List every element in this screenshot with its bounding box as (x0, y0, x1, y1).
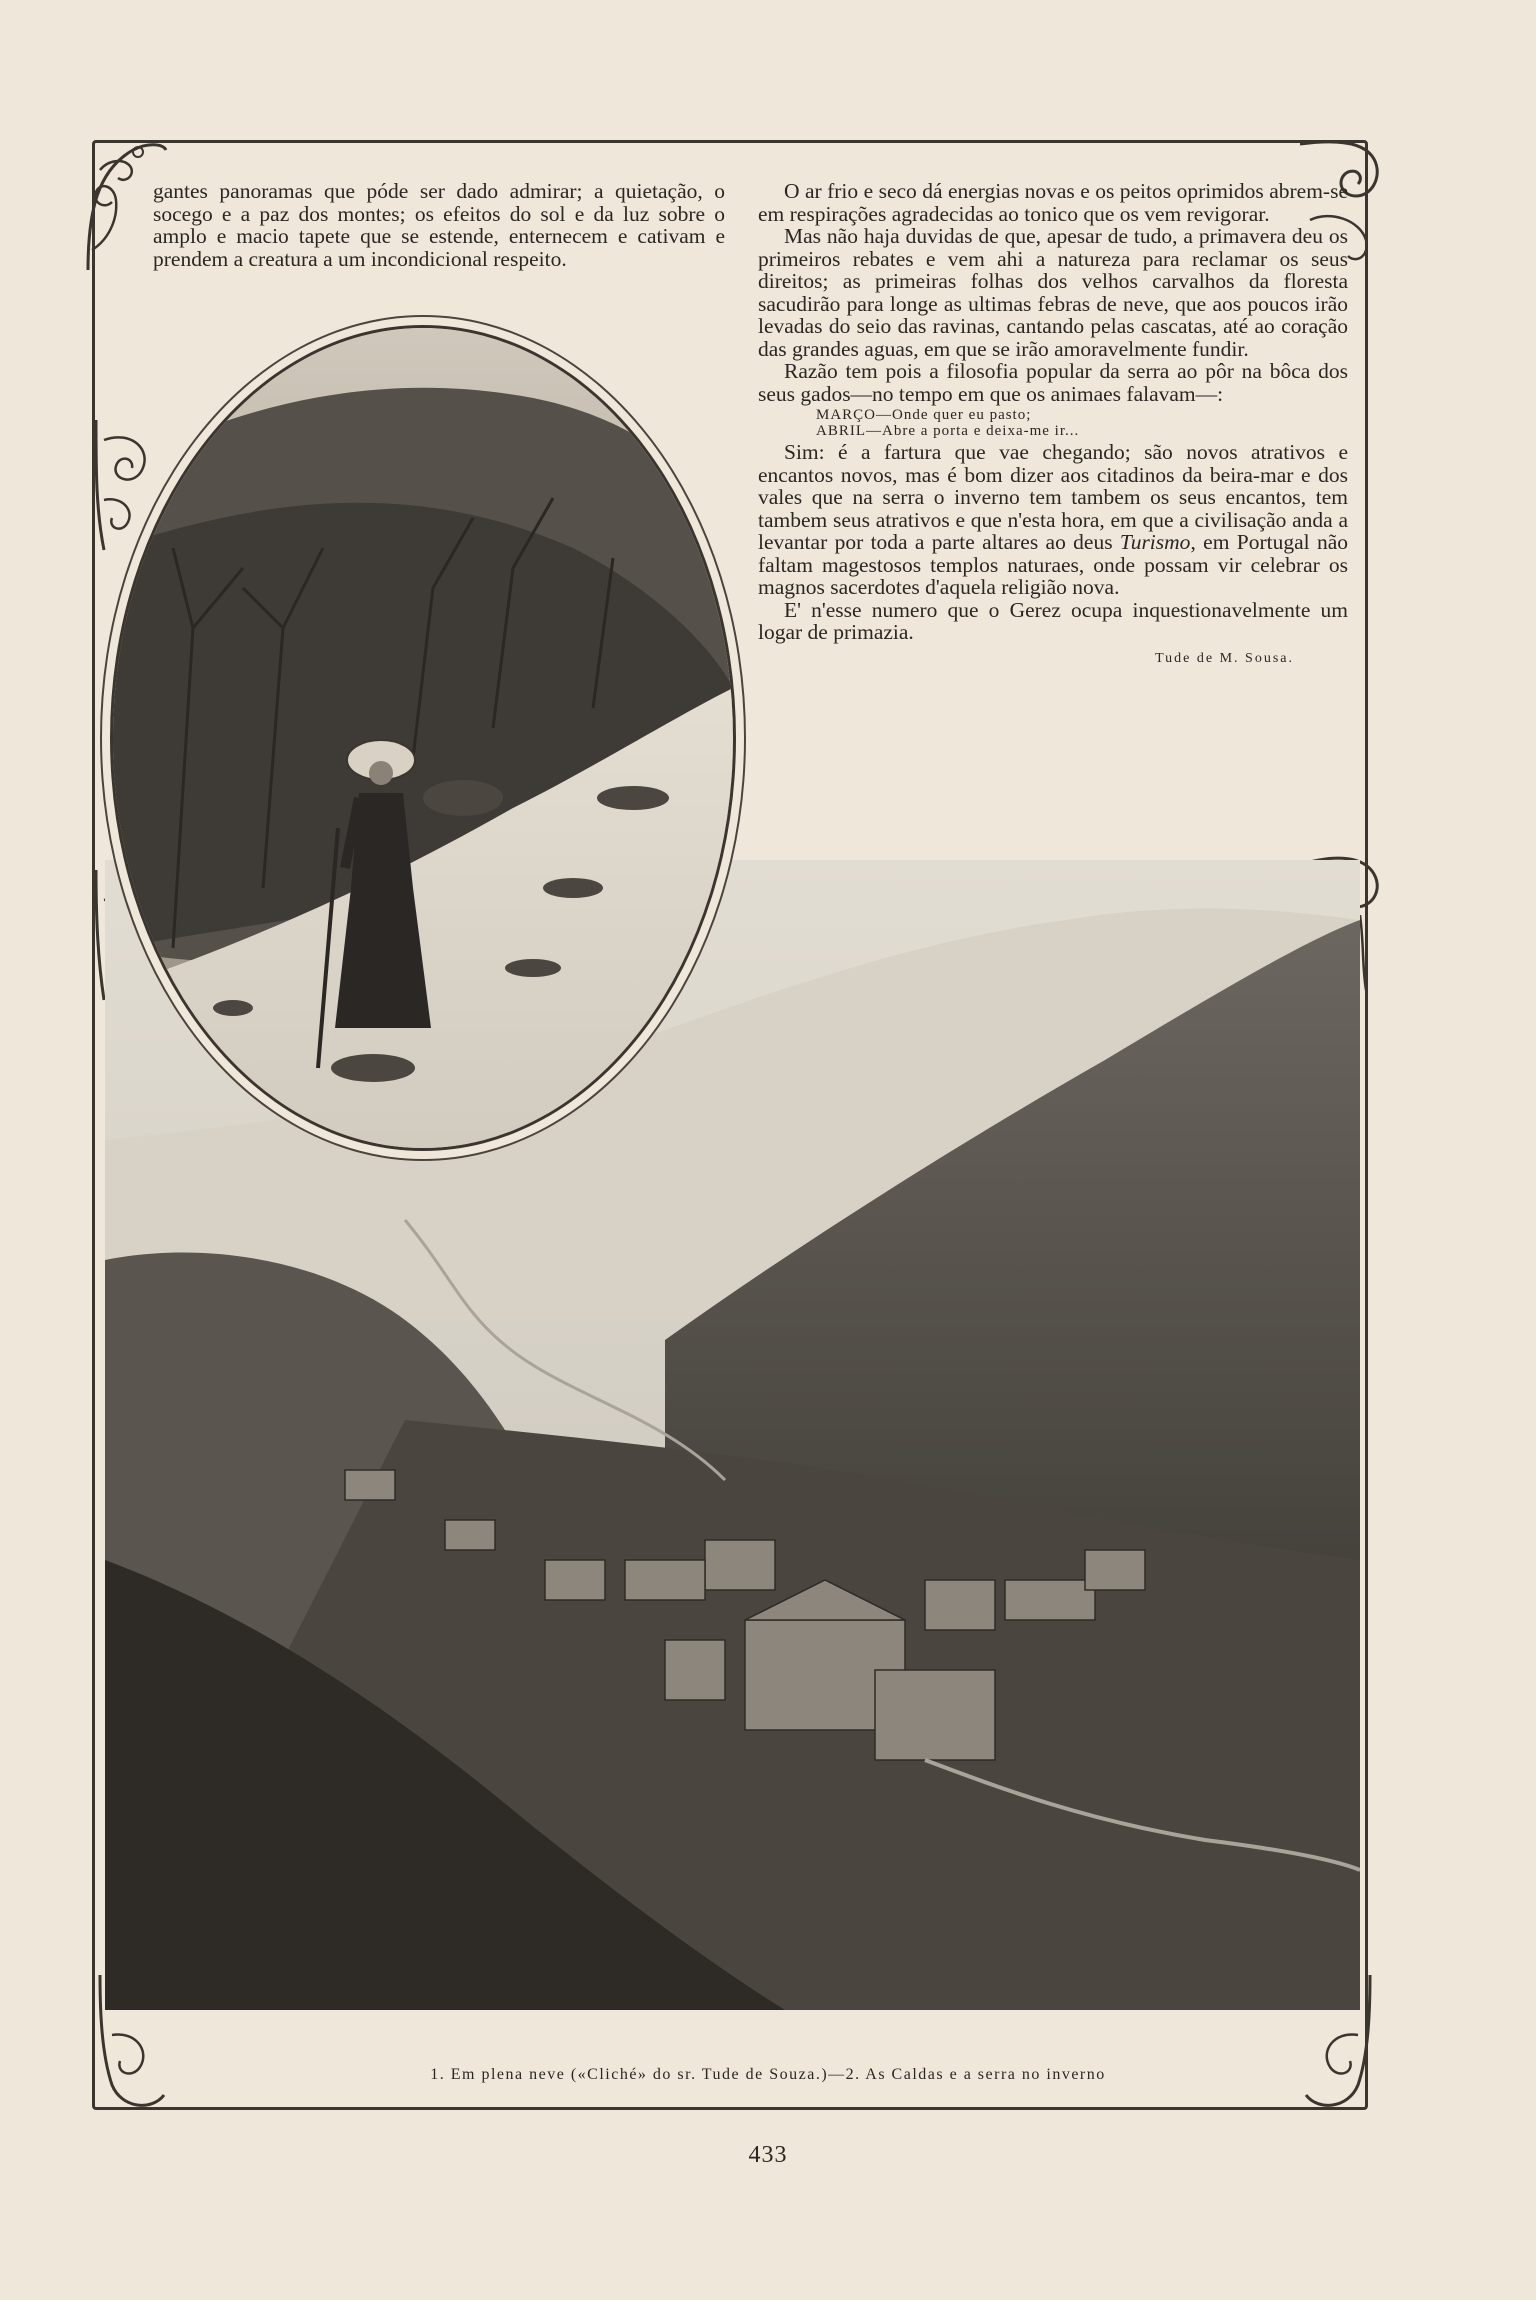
paragraph-4-start: Sim: é a fartura que vae chegando; são novos atrativos e encantos novos, mas é bom dizer aos citadinos da beira-mar e dos vales que na serra o inverno tem tambem os seus encantos, tem tambem seus atrativos e que n'esta hora, em que a civilisação anda a levantar por toda a parte altares ao deus (758, 440, 1348, 554)
left-column-paragraph: gantes panoramas que póde ser dado admirar; a quietação, o socego e a paz dos montes; os efeitos do sol e da luz sobre o amplo e macio tapete que se estende, enternecem e cativam e prendem a creatura a um incondicional respeito. (153, 179, 725, 271)
left-column (153, 180, 725, 270)
page-number: 433 (748, 2142, 788, 2168)
paragraph-1: O ar frio e seco dá energias novas e os peitos oprimidos abrem-se em respirações agradecidas ao tonico que os vem revigorar. (758, 179, 1348, 226)
dialog-block (816, 407, 1348, 439)
paragraph-4 (758, 441, 1348, 599)
photo-woman-in-snow-image (113, 328, 733, 1148)
author-signature: Tude de M. Sousa. (1155, 650, 1294, 666)
right-column (758, 180, 1348, 670)
paragraph-4-italic: Turismo (1119, 530, 1191, 554)
photo-woman-in-snow (110, 325, 736, 1151)
paragraph-2: Mas não haja duvidas de que, apesar de tudo, a primavera deu os primeiros rebates e vem ahi a natureza para reclamar os seus direitos; as primeiras folhas dos velhos carvalhos da floresta sacudirão para longe as ultimas febras de neve, que aos poucos irão levadas do seio das ravinas, cantando pelas cascatas, até ao coração das grandes aguas, em que se irão amoravelmente fundir. (758, 224, 1348, 361)
paragraph-5: E' n'esse numero que o Gerez ocupa inquestionavelmente um logar de primazia. (758, 597, 1348, 644)
dialog-line-2: ABRIL—Abre a porta e deixa-me ir... (816, 423, 1080, 439)
figure-caption: 1. Em plena neve («Cliché» do sr. Tude de Souza.)—2. As Caldas e a serra no inverno (430, 2066, 1106, 2083)
paragraph-3: Razão tem pois a filosofia popular da serra ao pôr na bôca dos seus gados—no tempo em que os animaes falavam—: (758, 359, 1348, 406)
dialog-line-1: MARÇO—Onde quer eu pasto; (816, 407, 1032, 423)
paragraph-4-end: , em Portugal não faltam magestosos templos naturaes, onde possam vir celebrar os magnos sacerdotes d'aquela religião nova. (758, 530, 1348, 599)
